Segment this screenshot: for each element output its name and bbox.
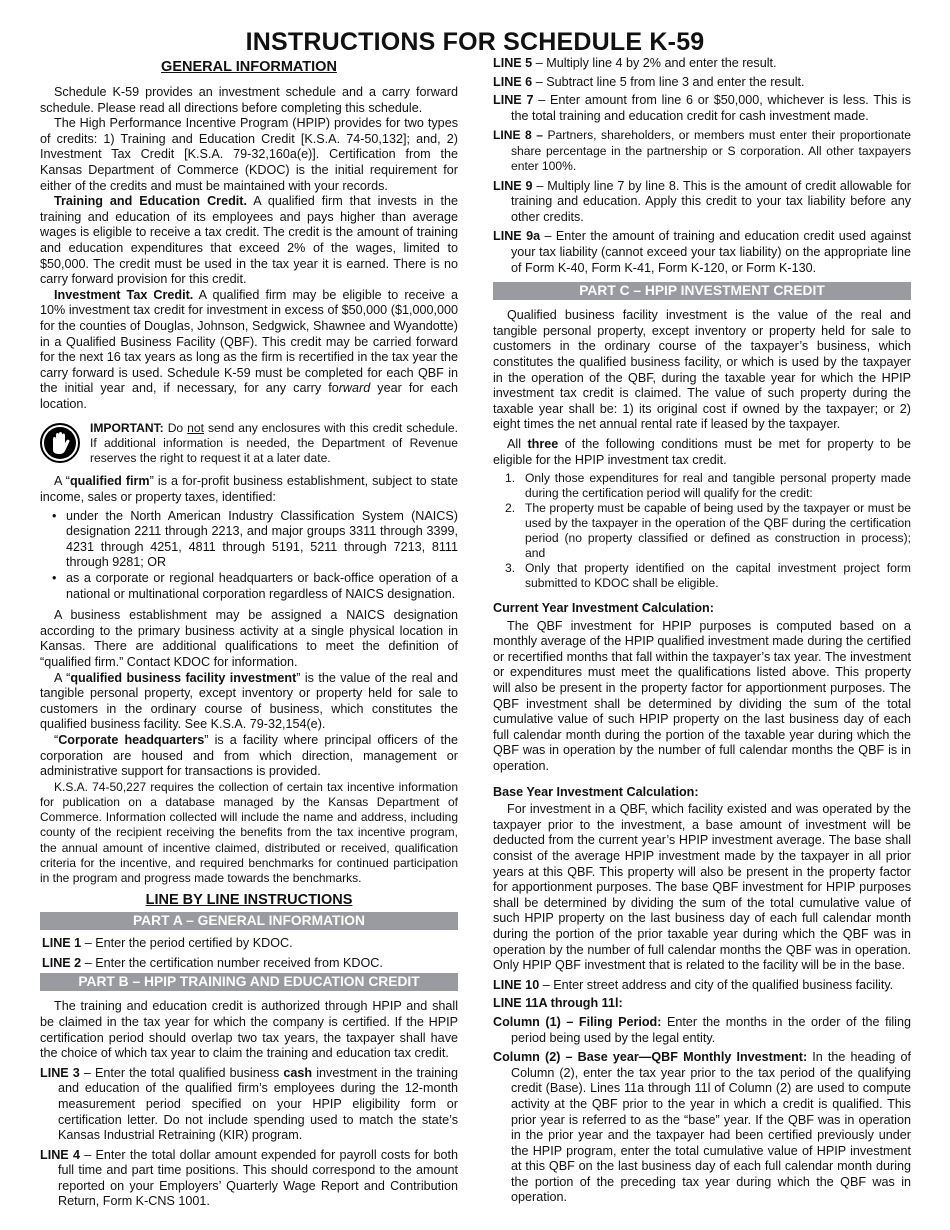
important-lead: IMPORTANT: (90, 421, 164, 436)
paragraph-current-year: The QBF investment for HPIP purposes is computed based on a monthly average of the HPIP qualified investment made during the certified or recertified months that fall within the taxpayer’s tax year. The investment or expenditures must meet the qualifications listed above. This property will also be present in the property factor for apportionment purposes. The QBF investment shall be determined by dividing the sum of the total cumulative value of such HPIP property on the last business day of each full calendar month during the portion of the taxable year during which the QBF was in operation by the number of full calendar months the QBF is in operation. (493, 618, 911, 774)
training-credit-lead: Training and Education Credit. (54, 194, 247, 209)
list-item: • under the North American Industry Classification System (NAICS) designation 2211 through 2213, and major groups 3311 through 3399, 4231 through 4251, 4811 through 5191, 5211 through 7213, 8111 through 9281; OR (40, 509, 458, 571)
line-8 (493, 128, 911, 174)
left-column (40, 58, 458, 1210)
list-item (493, 561, 911, 591)
paragraph-training-authorization: The training and education credit is authorized through HPIP and shall be claimed in the tax year for which the company is certified. If the HPIP certification period should overlap two tax years, the taxpayer shall have the choice of which tax year to claim the training and education tax credit. (40, 999, 458, 1061)
qualified-firm-open: A “ (54, 474, 70, 489)
column-1-text: Enter the months in the order of the filing period being used by the legal entity. (511, 1014, 911, 1045)
line-7-text: – Enter amount from line 6 or $50,000, whichever is less. This is the total training and education credit for cash investment made. (511, 93, 911, 123)
line-2-label: LINE 2 (42, 955, 82, 970)
qualified-firm-list (40, 509, 458, 603)
column-1-label: Column (1) – Filing Period: (493, 1014, 662, 1029)
column-1-instruction (493, 1015, 911, 1046)
column-2-instruction (493, 1050, 911, 1206)
line-9a-text: – Enter the amount of training and education credit used against your tax liability (cannot exceed your tax liability) on the appropriate line of Form K-40, Form K-41, Form K-120, or Form K-130. (511, 229, 911, 275)
line-11-heading: LINE 11A through 11l: (493, 996, 623, 1011)
training-credit-text: A qualified firm that invests in the training and education of its employees and pays higher than average wages is eligible to receive a tax credit. The credit is the amount of training and education expenditures that exceed 2% of the wages, limited to $50,000. The credit must be used in the tax year it is earned. There is no carry forward provision for this credit. (40, 194, 458, 287)
line-4-text: – Enter the total dollar amount expended for payroll costs for both full time and part time positions. This should correspond to the amount reported on your Employers’ Quarterly Wage Report and Contribution Return, Form K-CNS 1001. (58, 1147, 458, 1209)
qbfi-term: qualified business facility investment (70, 670, 297, 685)
line-3-text-b: investment in the training and education of the qualified firm’s employees during the 12-month measurement period specified on your HPIP eligibility form or certification letter. Do not include spending used to match the state’s Kansas Industrial Retraining (KIR) program. (58, 1065, 458, 1143)
line-5 (493, 56, 911, 72)
line-8-label: LINE 8 – (493, 128, 543, 143)
conditions-list (493, 471, 911, 591)
paragraph-hpip: The High Performance Incentive Program (HPIP) provides for two types of credits: 1) Training and Education Credit [K.S.A. 74-50,132]; and, 2) Investment Tax Credit [K.S.A. 79-32,160a(e)]. Certification from the Kansas Department of Commerce (KDOC) is the initial requirement for either of the credits and must be maintained with your records. (40, 116, 458, 193)
paragraph-naics: A business establishment may be assigned a NAICS designation according to the primary business activity at a single physical location in Kansas. There are additional qualifications to meet the definition of “qualified firm.” Contact KDOC for information. (40, 608, 458, 669)
line-6 (493, 75, 911, 91)
part-b-banner: PART B – HPIP TRAINING AND EDUCATION CREDIT (40, 973, 458, 991)
line-5-text: – Multiply line 4 by 2% and enter the result. (532, 56, 777, 70)
important-text (90, 421, 458, 466)
qualified-firm-text: ” is a for-profit business establishment, subject to state income, sales or property taxes, identified: (40, 474, 458, 505)
column-2-text: In the heading of Column (2), enter the tax year prior to the tax period of the qualifying credit (Base). Lines 11a through 11l of Column (2) are used to compute activity at the QBF prior to the year in which a credit is qualified. This prior year is referred to as the “base” year. If the QBF was in operation in the prior year and the taxpayer had been certified previously under the HPIP program, enter the total cumulative value of HPIP investment at this QBF on the last business day of each full calendar month during the portion of the preceding tax year during which the QBF was in operation. (511, 1050, 911, 1205)
line-7 (493, 93, 911, 124)
line-10 (493, 978, 911, 994)
current-year-heading: Current Year Investment Calculation: (493, 601, 714, 616)
list-text: Only those expenditures for real and tangible personal property made during the certification period will qualify for the credit: (525, 471, 911, 501)
paragraph-qbfi (40, 671, 458, 733)
line-9-label: LINE 9 (493, 178, 533, 193)
conditions-three: three (527, 436, 559, 451)
list-item (493, 501, 911, 561)
line-1-label: LINE 1 (42, 936, 82, 951)
corporate-hq-open: “ (54, 732, 59, 747)
general-information-heading: GENERAL INFORMATION (161, 59, 337, 75)
conditions-text-b: of the following conditions must be met for property to be eligible for the HPIP investment tax credit. (493, 436, 911, 467)
line-6-label: LINE 6 (493, 74, 533, 89)
qbfi-text: ” is the value of the real and tangible personal property, except inventory or property held for sale to customers in the ordinary course of business, which constitutes the qualified business facility. See K.S.A. 79-32,154(e). (40, 670, 458, 732)
paragraph-intro: Schedule K-59 provides an investment schedule and a carry forward schedule. Please read all directions before completing this schedule. (40, 85, 458, 115)
line-3-label: LINE 3 (40, 1065, 80, 1080)
page-title: INSTRUCTIONS FOR SCHEDULE K-59 (245, 28, 705, 56)
conditions-text-a: All (507, 436, 528, 451)
important-text-a: Do (163, 421, 188, 436)
corporate-hq-text: ” is a facility where principal officers of the corporation are housed and from which direction, management or administrative support for transactions is provided. (40, 732, 458, 779)
line-10-label: LINE 10 (493, 977, 540, 992)
line-9a-label: LINE 9a (493, 229, 541, 244)
investment-credit-text-b: year for each location. (40, 381, 458, 411)
qbfi-open: A “ (54, 670, 71, 685)
investment-credit-italic: rward (338, 381, 371, 396)
line-9 (493, 179, 911, 226)
base-year-heading: Base Year Investment Calculation: (493, 784, 699, 799)
paragraph-training-credit (40, 194, 458, 288)
line-1-text: – Enter the period certified by KDOC. (81, 936, 293, 951)
line-8-text: Partners, shareholders, or members must enter their proportionate share percentage in the partnership or S corporation. All other taxpayers enter 100%. (511, 128, 911, 174)
line-10-text: – Enter street address and city of the qualified business facility. (539, 977, 894, 992)
paragraph-corporate-hq (40, 733, 458, 780)
list-number: 2. (505, 501, 516, 516)
part-c-banner: PART C – HPIP INVESTMENT CREDIT (493, 282, 911, 300)
paragraph-qbf-investment: Qualified business facility investment is the value of the real and tangible personal property, except inventory or property held for sale to customers in the ordinary course of the taxpayer’s business, which constitutes the qualified business facility, or which is used by the taxpayer in the operation of the QBF, during the taxable year for which the HPIP investment tax credit is claimed. The value of such property during the taxable year shall be: 1) its original cost if owned by the taxpayer; or 2) eight times the net annual rental rate if leased by the taxpayer. (493, 308, 911, 432)
column-2-label: Column (2) – Base year—QBF Monthly Investment: (493, 1050, 808, 1065)
important-notice (40, 421, 458, 466)
line-1 (40, 936, 458, 952)
line-7-label: LINE 7 (493, 93, 534, 108)
list-text: The property must be capable of being used by the taxpayer or must be used by the taxpayer in the operation of the QBF during the certification period (no property classified or defined as construction in process); and (525, 501, 911, 561)
list-number: 1. (505, 471, 516, 486)
line-by-line-heading: LINE BY LINE INSTRUCTIONS (145, 892, 353, 909)
line-4-label: LINE 4 (40, 1147, 80, 1162)
corporate-hq-term: Corporate headquarters (58, 732, 205, 747)
list-number: 3. (505, 561, 516, 576)
list-text: Only that property identified on the capital investment project form submitted to KDOC shall be eligible. (525, 561, 911, 591)
paragraph-conditions (493, 437, 911, 468)
list-item (493, 471, 911, 501)
paragraph-base-year: For investment in a QBF, which facility existed and was operated by the taxpayer prior to the investment, a base amount of investment will be deducted from the current year’s HPIP investment average. The base shall consist of the average HPIP investment made by the taxpayer in all prior years at this QBF. This property will also be present in the property factor for apportionment purposes. The base QBF investment for HPIP purposes shall be determined by dividing the sum of the total cumulative value of such HPIP property on the last business day of each full calendar month during the portion of the prior taxable year during which the QBF was in operation by the number of full calendar months the QBF was in operation. Only HPIP QBF investment that is related to the facility will be in the base. (493, 802, 911, 973)
right-column (493, 56, 911, 1206)
line-9a (493, 229, 911, 276)
investment-credit-text-a: A qualified firm may be eligible to receive a 10% investment tax credit for investment in excess of $50,000 ($1,000,000 for the counties of Douglas, Johnson, Sedgwick, Shawnee and Wyandotte) in a Qualified Business Facility (QBF). This credit may be carried forward for the next 16 tax years as long as the firm is recertified in the tax year the carry forward is used. Schedule K-59 must be completed for each QBF in the initial year and, if necessary, for any carry fo (40, 287, 458, 396)
line-3-text-a: – Enter the total qualified business (79, 1065, 284, 1080)
important-text-b: send any enclosures with this credit schedule. If additional information is needed, the Department of Revenue reserves the right to request it at a later date. (90, 421, 458, 466)
line-3-cash: cash (283, 1065, 313, 1080)
stop-hand-icon (40, 423, 80, 463)
line-9-text: – Multiply line 7 by line 8. This is the amount of credit allowable for training and education. Apply this credit to your tax liability before any other credits. (511, 178, 911, 224)
part-a-banner: PART A – GENERAL INFORMATION (40, 912, 458, 930)
paragraph-qualified-firm (40, 474, 458, 505)
qualified-firm-term: qualified firm (69, 474, 150, 489)
list-item: • as a corporate or regional headquarters or back-office operation of a national or multinational corporation regardless of NAICS designation. (40, 571, 458, 602)
line-4 (40, 1148, 458, 1210)
line-2-text: – Enter the certification number received from KDOC. (81, 955, 383, 970)
paragraph-investment-credit (40, 288, 458, 413)
line-2 (40, 956, 458, 972)
line-6-text: – Subtract line 5 from line 3 and enter the result. (532, 74, 805, 89)
line-5-label: LINE 5 (493, 56, 533, 70)
investment-credit-lead: Investment Tax Credit. (54, 287, 194, 302)
important-not: not (187, 421, 204, 436)
paragraph-ksa: K.S.A. 74-50,227 requires the collection of certain tax incentive information for publication on a database managed by the Kansas Department of Commerce. Information collected will include the name and address, including county of the recipient receiving the benefits from the tax incentive program, the annual amount of incentive claimed, distributed or received, qualification criteria for the incentive, and required benchmarks for continued participation in the program and progress made towards the benchmarks. (40, 779, 458, 885)
line-3 (40, 1066, 458, 1144)
